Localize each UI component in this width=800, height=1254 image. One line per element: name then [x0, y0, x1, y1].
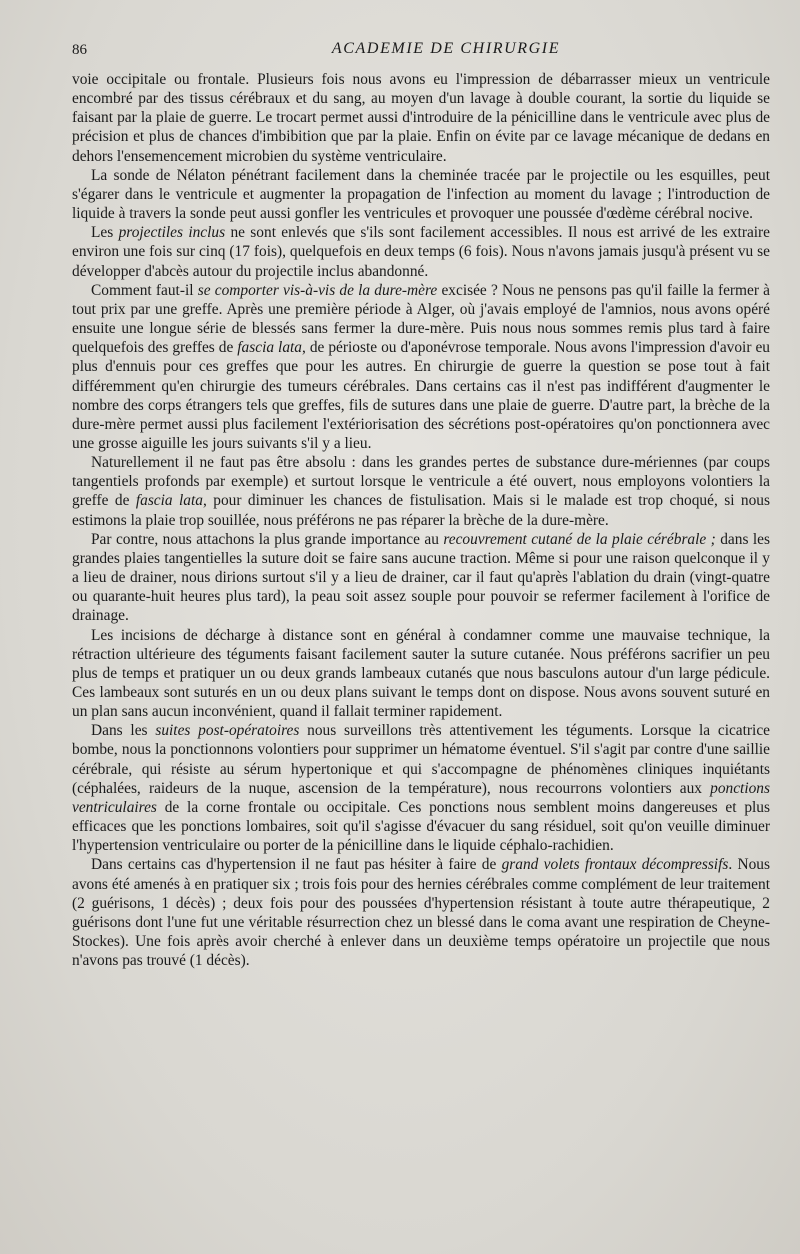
italic-phrase: suites post-opératoires — [155, 722, 300, 740]
text-run: voie occipitale ou frontale. Plusieurs fois nous avons eu l'impression de débarrasser mieux un ventricule encombré par des tissus cérébraux et du sang, au moyen d'un lavage à double courant, la sortie du liquide se faisant par la plaie de guerre. Le trocart permet aussi d'introduire de la pénicilline dans le ventricule avec plus de précision et plus de chances d'imbibition que par la plaie. Enfin on évite par ce lavage mécanique de dedans en dehors l'ensemencement microbien du système ventriculaire. — [72, 71, 770, 165]
paragraph — [72, 721, 770, 855]
text-run: ne sont enlevés que s'ils sont facilement accessibles. Il nous est arrivé de les extraire environ une fois sur cinq (17 fois), quelquefois en deux temps (6 fois). Nous n'avons jamais jusqu'à présent vu se développer d'abcès autour du projectile inclus abandonné. — [72, 224, 771, 280]
italic-phrase: fascia lata — [237, 339, 302, 357]
text-run: , de périoste ou d'aponévrose temporale. Nous avons l'impression d'avoir eu plus d'ennuis pour ces greffes que pour les autres. En chirurgie de guerre la question se pose tout à fait différemment qu'en chirurgie des tumeurs cérébrales. Dans certains cas il n'est pas indifférent d'augmenter le nombre des corps étrangers tels que greffes, fils de sutures dans une plaie de guerre. D'autre part, la brèche de la dure-mère permet aussi plus facilement l'extériorisation des sécrétions post-opératoires qu'on ponctionnera avec une grosse aiguille les jours suivants s'il y a lieu. — [72, 339, 770, 452]
paragraph — [72, 223, 770, 280]
text-run: Les — [91, 224, 119, 242]
paragraph — [72, 70, 770, 166]
paragraph — [72, 855, 770, 970]
text-run: dans les grandes plaies tangentielles la suture doit se faire sans aucune traction. Même si pour une raison quelconque il y a lieu de drainer, nous dirions surtout s'il y a lieu de drainer, car il faut qu'après l'ablation du drain (vingt-quatre ou quarante-huit heures plus tard), la peau soit assez souple pour pouvoir se refermer facilement à l'orifice de drainage. — [72, 530, 770, 625]
text-run: Dans les — [91, 722, 156, 740]
text-run: Comment faut-il — [91, 281, 198, 299]
paragraph — [72, 281, 770, 453]
page-header — [72, 36, 770, 70]
text-run: Dans certains cas d'hypertension il ne faut pas hésiter à faire de — [91, 856, 502, 874]
text-run: Naturellement il ne faut pas être absolu : dans les grandes pertes de substance dure-mériennes (par coups tangentiels profonds par exemple) et surtout lorsque le ventricule a été ouvert, nous employons volontiers la greffe de — [72, 454, 770, 510]
text-run: Les incisions de décharge à distance sont en général à condamner comme une mauvaise technique, la rétraction ultérieure des téguments faisant facilement sauter la suture cutanée. Nous préférons sacrifier un peu plus de temps et pratiquer un ou deux grands lambeaux cutanés que nous basculons autour d'un large pédicule. Ces lambeaux sont suturés en un ou deux plans suivant le temps dont on dispose. Nous avons souvent suturé en un plan sans aucun inconvénient, quand il fallait terminer rapidement. — [72, 626, 770, 721]
running-title: ACADEMIE DE CHIRURGIE — [331, 40, 561, 57]
italic-phrase: se comporter vis-à-vis de la dure-mère — [197, 281, 438, 299]
paragraph — [72, 166, 770, 223]
italic-phrase: grand volets frontaux décompressifs — [501, 856, 729, 874]
page-number: 86 — [72, 42, 87, 58]
paragraph — [72, 453, 770, 530]
text-run: excisée ? Nous ne pensons pas qu'il faille la fermer à tout prix par une greffe. Après une première période à Alger, où j'avais employé de l'amnios, nous avons opéré ensuite une longue série de blessés sans fermer la dure-mère. Puis nous nous sommes remis plus tard à faire quelquefois des greffes de — [72, 281, 770, 357]
body-text — [72, 70, 770, 970]
italic-phrase: projectiles inclus — [118, 224, 226, 242]
text-run: Par contre, nous attachons la plus grande importance au — [91, 530, 444, 548]
text-run: La sonde de Nélaton pénétrant facilement dans la cheminée tracée par le projectile ou les esquilles, peut s'égarer dans le ventricule et augmenter la propagation de l'infection au moment du lavage ; l'introduction de liquide à travers la sonde peut aussi gonfler les ventricules et provoquer une poussée d'œdème cérébral nocive. — [72, 166, 770, 223]
text-run: . Nous avons été amenés à en pratiquer six ; trois fois pour des hernies cérébrales comme complément de leur traitement (2 guérisons, 1 décès) ; deux fois pour des poussées d'hypertension résistant à toute autre thérapeutique, 2 guérisons dont l'une fut une véritable résurrection chez un blessé dans le coma avant une respiration de Cheyne-Stockes). Une fois après avoir cherché à enlever dans un deuxième temps opératoire un projectile que nous n'avons pas trouvé (1 décès). — [72, 856, 770, 970]
paragraph — [72, 626, 770, 722]
text-run: de la corne frontale ou occipitale. Ces ponctions nous semblent moins dangereuses et plus efficaces que les ponctions lombaires, soit qu'il s'agisse d'évacuer du sang résiduel, soit qu'on veuille diminuer l'hypertension ventriculaire ou porter de la pénicilline dans le liquide céphalo-rachidien. — [72, 798, 770, 855]
italic-phrase: fascia lata — [135, 492, 203, 510]
italic-phrase: recouvrement cutané de la plaie cérébrale ; — [443, 530, 716, 548]
text-run: nous surveillons très attentivement les téguments. Lorsque la cicatrice bombe, nous la ponctionnons volontiers pour supprimer un hématome éventuel. S'il s'agit par contre d'une saillie cérébrale, qui résiste au sérum hypertonique et qui s'accompagne de phénomènes cliniques inquiétants (céphalées, raideurs de la nuque, ascension de la température), nous recourrons volontiers aux — [72, 722, 770, 797]
paragraph — [72, 530, 770, 626]
text-run: , pour diminuer les chances de fistulisation. Mais si le malade est trop choqué, si nous estimons la plaie trop souillée, nous préférons ne pas réparer la brèche de la dure-mère. — [72, 492, 770, 529]
italic-phrase: ponctions ventriculaires — [72, 779, 770, 816]
